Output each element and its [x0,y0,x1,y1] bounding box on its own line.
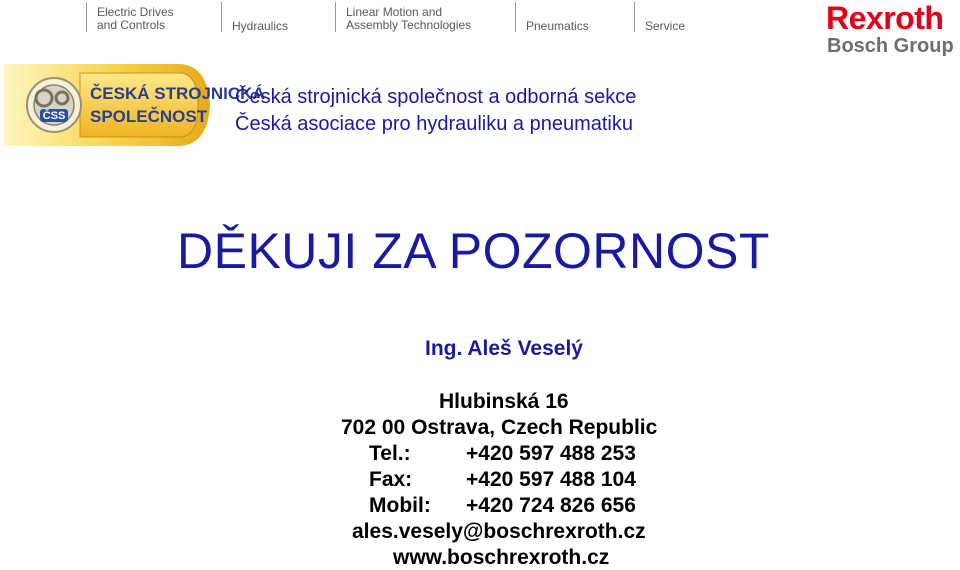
separator [335,2,336,32]
fax-value: +420 597 488 104 [466,468,636,491]
separator [634,2,635,32]
thanks-heading: DĚKUJI ZA POZORNOST [177,223,770,279]
tel-label: Tel.: [369,442,411,465]
separator [515,2,516,32]
header-bar [0,0,960,62]
contact-street: Hlubinská 16 [439,390,569,413]
fax-label: Fax: [369,468,413,491]
rexroth-logo: Rexroth [826,0,944,36]
category-linear-motion[interactable]: Linear Motion and Assembly Technologies [346,5,472,32]
separator [86,2,87,32]
category-service[interactable]: Service [645,19,686,33]
logo-line2: SPOLEČNOST [90,107,208,126]
category-pneumatics[interactable]: Pneumatics [526,19,589,33]
separator [221,2,222,32]
contact-name: Ing. Aleš Veselý [425,337,583,360]
category-hydraulics[interactable]: Hydraulics [232,19,289,33]
website-link[interactable]: www.boschrexroth.cz [393,546,610,569]
logo-badge: ČSS [42,110,66,122]
css-society-logo [4,62,265,148]
email-link[interactable]: ales.vesely@boschrexroth.cz [352,520,646,543]
tel-value[interactable]: +420 597 488 253 [466,442,636,465]
mobil-label: Mobil: [369,494,431,517]
logo-line1: ČESKÁ STROJNICKÁ [90,84,265,103]
mobil-value[interactable]: +420 724 826 656 [466,494,636,517]
organization-line2: Česká asociace pro hydrauliku a pneumatiku [235,113,633,135]
organization-line1: Česká strojnická společnost a odborná sekce [235,86,637,108]
bosch-group-label: Bosch Group [827,35,954,57]
contact-city: 702 00 Ostrava, Czech Republic [341,416,658,439]
category-electric-drives[interactable]: Electric Drives and Controls [97,5,174,32]
